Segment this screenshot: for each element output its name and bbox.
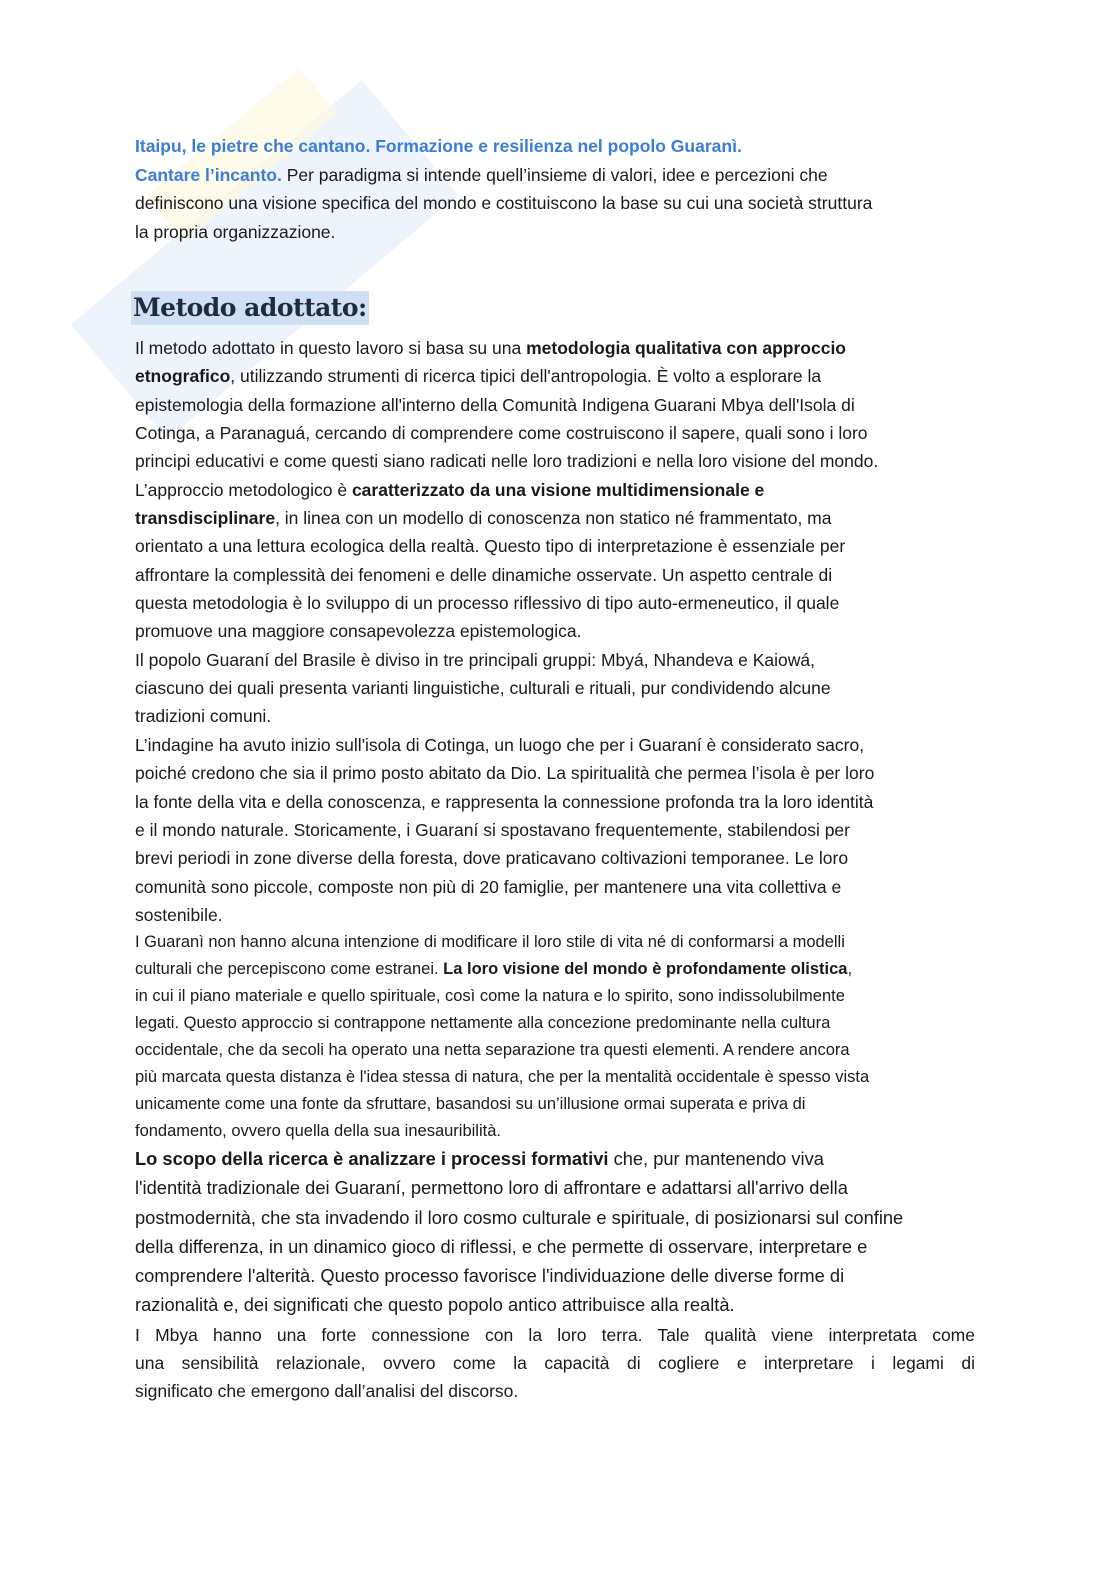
text-span: L’approccio metodologico è [135, 479, 352, 500]
text-span: poiché credono che sia il primo posto abitato da Dio. La spiritualità che permea l’isola è per loro [135, 763, 875, 784]
emphasis-text: Cantare l’incanto. [135, 164, 282, 185]
text-span: , utilizzando strumenti di ricerca tipici dell'antropologia. È volto a esplorare la [230, 366, 822, 387]
text-line [135, 1232, 975, 1261]
text-line [135, 873, 975, 901]
text-span: della differenza, in un dinamico gioco di riflessi, e che permette di osservare, interpretare e [135, 1235, 868, 1257]
text-span: Cotinga, a Paranaguá, cercando di comprendere come costruiscono il sapere, quali sono i loro [135, 423, 868, 444]
text-span: epistemologia della formazione all'interno della Comunità Indigena Guarani Mbya dell'Isola di [135, 394, 855, 415]
text-line [135, 561, 975, 589]
emphasis-text: transdisciplinare [135, 508, 276, 529]
text-line [135, 362, 975, 390]
text-span: I Guaranì non hanno alcuna intenzione di modificare il loro stile di vita né di conformarsi a modelli [135, 933, 845, 951]
text-span: promuove una maggiore consapevolezza epistemologica. [135, 621, 582, 642]
text-line [135, 844, 975, 872]
text-span: fondamento, ovvero quella della sua inesauribilità. [135, 1122, 501, 1140]
text-span: che, pur mantenendo viva [608, 1148, 824, 1169]
text-span: I Mbya hanno una forte connessione con la loro terra. Tale qualità viene interpretata come [135, 1325, 975, 1345]
emphasis-text: La loro visione del mondo è profondamente olistica [443, 960, 848, 978]
text-line [135, 218, 975, 247]
text-span: ciascuno dei quali presenta varianti linguistiche, culturali e rituali, pur condividendo alcune [135, 678, 831, 699]
emphasis-text: Lo scopo della ricerca è analizzare i processi formativi [135, 1148, 609, 1169]
text-line [135, 929, 975, 956]
text-line [135, 1377, 975, 1405]
text-span: comprendere l'alterità. Questo processo favorisce l'individuazione delle diverse forme di [135, 1265, 845, 1287]
text-line [135, 674, 975, 702]
text-span: questa metodologia è lo sviluppo di un processo riflessivo di tipo auto-ermeneutico, il quale [135, 593, 840, 614]
text-span: postmodernità, che sta invadendo il loro cosmo culturale e spirituale, di posizionarsi sul confine [135, 1206, 904, 1228]
text-line [135, 983, 975, 1010]
text-span: razionalità e, dei significati che questo popolo antico attribuisce alla realtà. [135, 1294, 735, 1316]
text-line [135, 617, 975, 645]
text-span: più marcata questa distanza è l'idea stessa di natura, che per la mentalità occidentale è spesso vista [135, 1068, 870, 1086]
text-span: e il mondo naturale. Storicamente, i Guaraní si spostavano frequentemente, stabilendosi per [135, 819, 850, 840]
text-line [135, 447, 975, 475]
text-span: l'identità tradizionale dei Guaraní, permettono loro di affrontare e adattarsi all'arrivo della [135, 1177, 848, 1199]
text-line [135, 1203, 975, 1232]
text-span: in cui il piano materiale e quello spirituale, così come la natura e lo spirito, sono indissolubilmente [135, 987, 845, 1005]
emphasis-text: etnografico [135, 366, 231, 387]
text-line [135, 1010, 975, 1037]
text-span: culturali che percepiscono come estranei. [135, 960, 444, 978]
text-span: , in linea con un modello di conoscenza non statico né frammentato, ma [275, 508, 832, 529]
text-span: principi educativi e come questi siano radicati nelle loro tradizioni e nella loro visione del mondo. [135, 451, 879, 472]
text-line [135, 1118, 975, 1145]
text-line [135, 1173, 975, 1202]
method-paragraphs [135, 334, 975, 929]
emphasis-text: caratterizzato da una visione multidimensionale e [351, 479, 765, 500]
text-line [135, 189, 975, 218]
text-span: Il metodo adottato in questo lavoro si basa su una [135, 338, 527, 358]
text-line [135, 731, 975, 759]
text-span: Per paradigma si intende quell’insieme di valori, idee e percezioni che [281, 164, 828, 185]
emphasis-text: metodologia qualitativa con approccio [526, 338, 846, 358]
text-span: significato che emergono dall’analisi del discorso. [135, 1381, 519, 1401]
text-line [135, 1261, 975, 1290]
text-line [135, 1349, 975, 1377]
text-span: legati. Questo approccio si contrappone nettamente alla concezione predominante nella cultura [135, 1014, 831, 1032]
text-span: definiscono una visione specifica del mondo e costituiscono la base su cui una società struttura [135, 193, 873, 213]
text-span: tradizioni comuni. [135, 706, 272, 727]
text-line [135, 589, 975, 617]
text-span: sostenibile. [135, 904, 223, 925]
text-span: occidentale, che da secoli ha operato una netta separazione tra questi elementi. A rendere ancora [135, 1041, 850, 1059]
text-line [135, 956, 975, 983]
text-span: la fonte della vita e della conoscenza, e rappresenta la connessione profonda tra la loro identità [135, 791, 874, 812]
text-line [135, 1290, 975, 1319]
text-line [135, 334, 975, 362]
emphasis-text: Itaipu, le pietre che cantano. Formazione e resilienza nel popolo Guaranì. [135, 136, 742, 156]
intro-paragraph [135, 132, 975, 246]
text-line [135, 1037, 975, 1064]
text-line [135, 759, 975, 787]
text-span: orientato a una lettura ecologica della realtà. Questo tipo di interpretazione è essenziale per [135, 536, 846, 557]
text-line [135, 1064, 975, 1091]
text-line [135, 419, 975, 447]
text-line [135, 1321, 975, 1349]
text-line [135, 788, 975, 816]
text-line [135, 1091, 975, 1118]
text-line [135, 476, 975, 504]
text-line [135, 646, 975, 674]
text-span: , [847, 960, 853, 978]
text-span: una sensibilità relazionale, ovvero come la capacità di cogliere e interpretare i legami di [135, 1353, 975, 1373]
text-line [135, 1144, 975, 1173]
text-line [135, 161, 975, 190]
research-aim-paragraph [135, 1144, 975, 1320]
text-line [135, 901, 975, 929]
mbya-connection-paragraph [135, 1321, 975, 1405]
text-line [135, 391, 975, 419]
text-line [135, 702, 975, 730]
text-span: L’indagine ha avuto inizio sull'isola di Cotinga, un luogo che per i Guaraní è considerato sacro, [135, 734, 865, 755]
text-line [135, 504, 975, 532]
text-line [135, 816, 975, 844]
text-span: Il popolo Guaraní del Brasile è diviso in tre principali gruppi: Mbyá, Nhandeva e Kaiowá, [135, 649, 815, 670]
text-span: brevi periodi in zone diverse della foresta, dove praticavano coltivazioni temporanee. Le loro [135, 848, 849, 869]
text-span: comunità sono piccole, composte non più di 20 famiglie, per mantenere una vita collettiva e [135, 876, 842, 897]
text-span: unicamente come una fonte da sfruttare, basandosi su un’illusione ormai superata e priva di [135, 1095, 806, 1113]
text-line [135, 132, 975, 161]
text-line [135, 532, 975, 560]
worldview-paragraph [135, 929, 975, 1145]
text-span: la propria organizzazione. [135, 221, 336, 242]
text-span: affrontare la complessità dei fenomeni e delle dinamiche osservate. Un aspetto centrale di [135, 564, 833, 585]
section-heading: Metodo adottato: [131, 291, 369, 325]
